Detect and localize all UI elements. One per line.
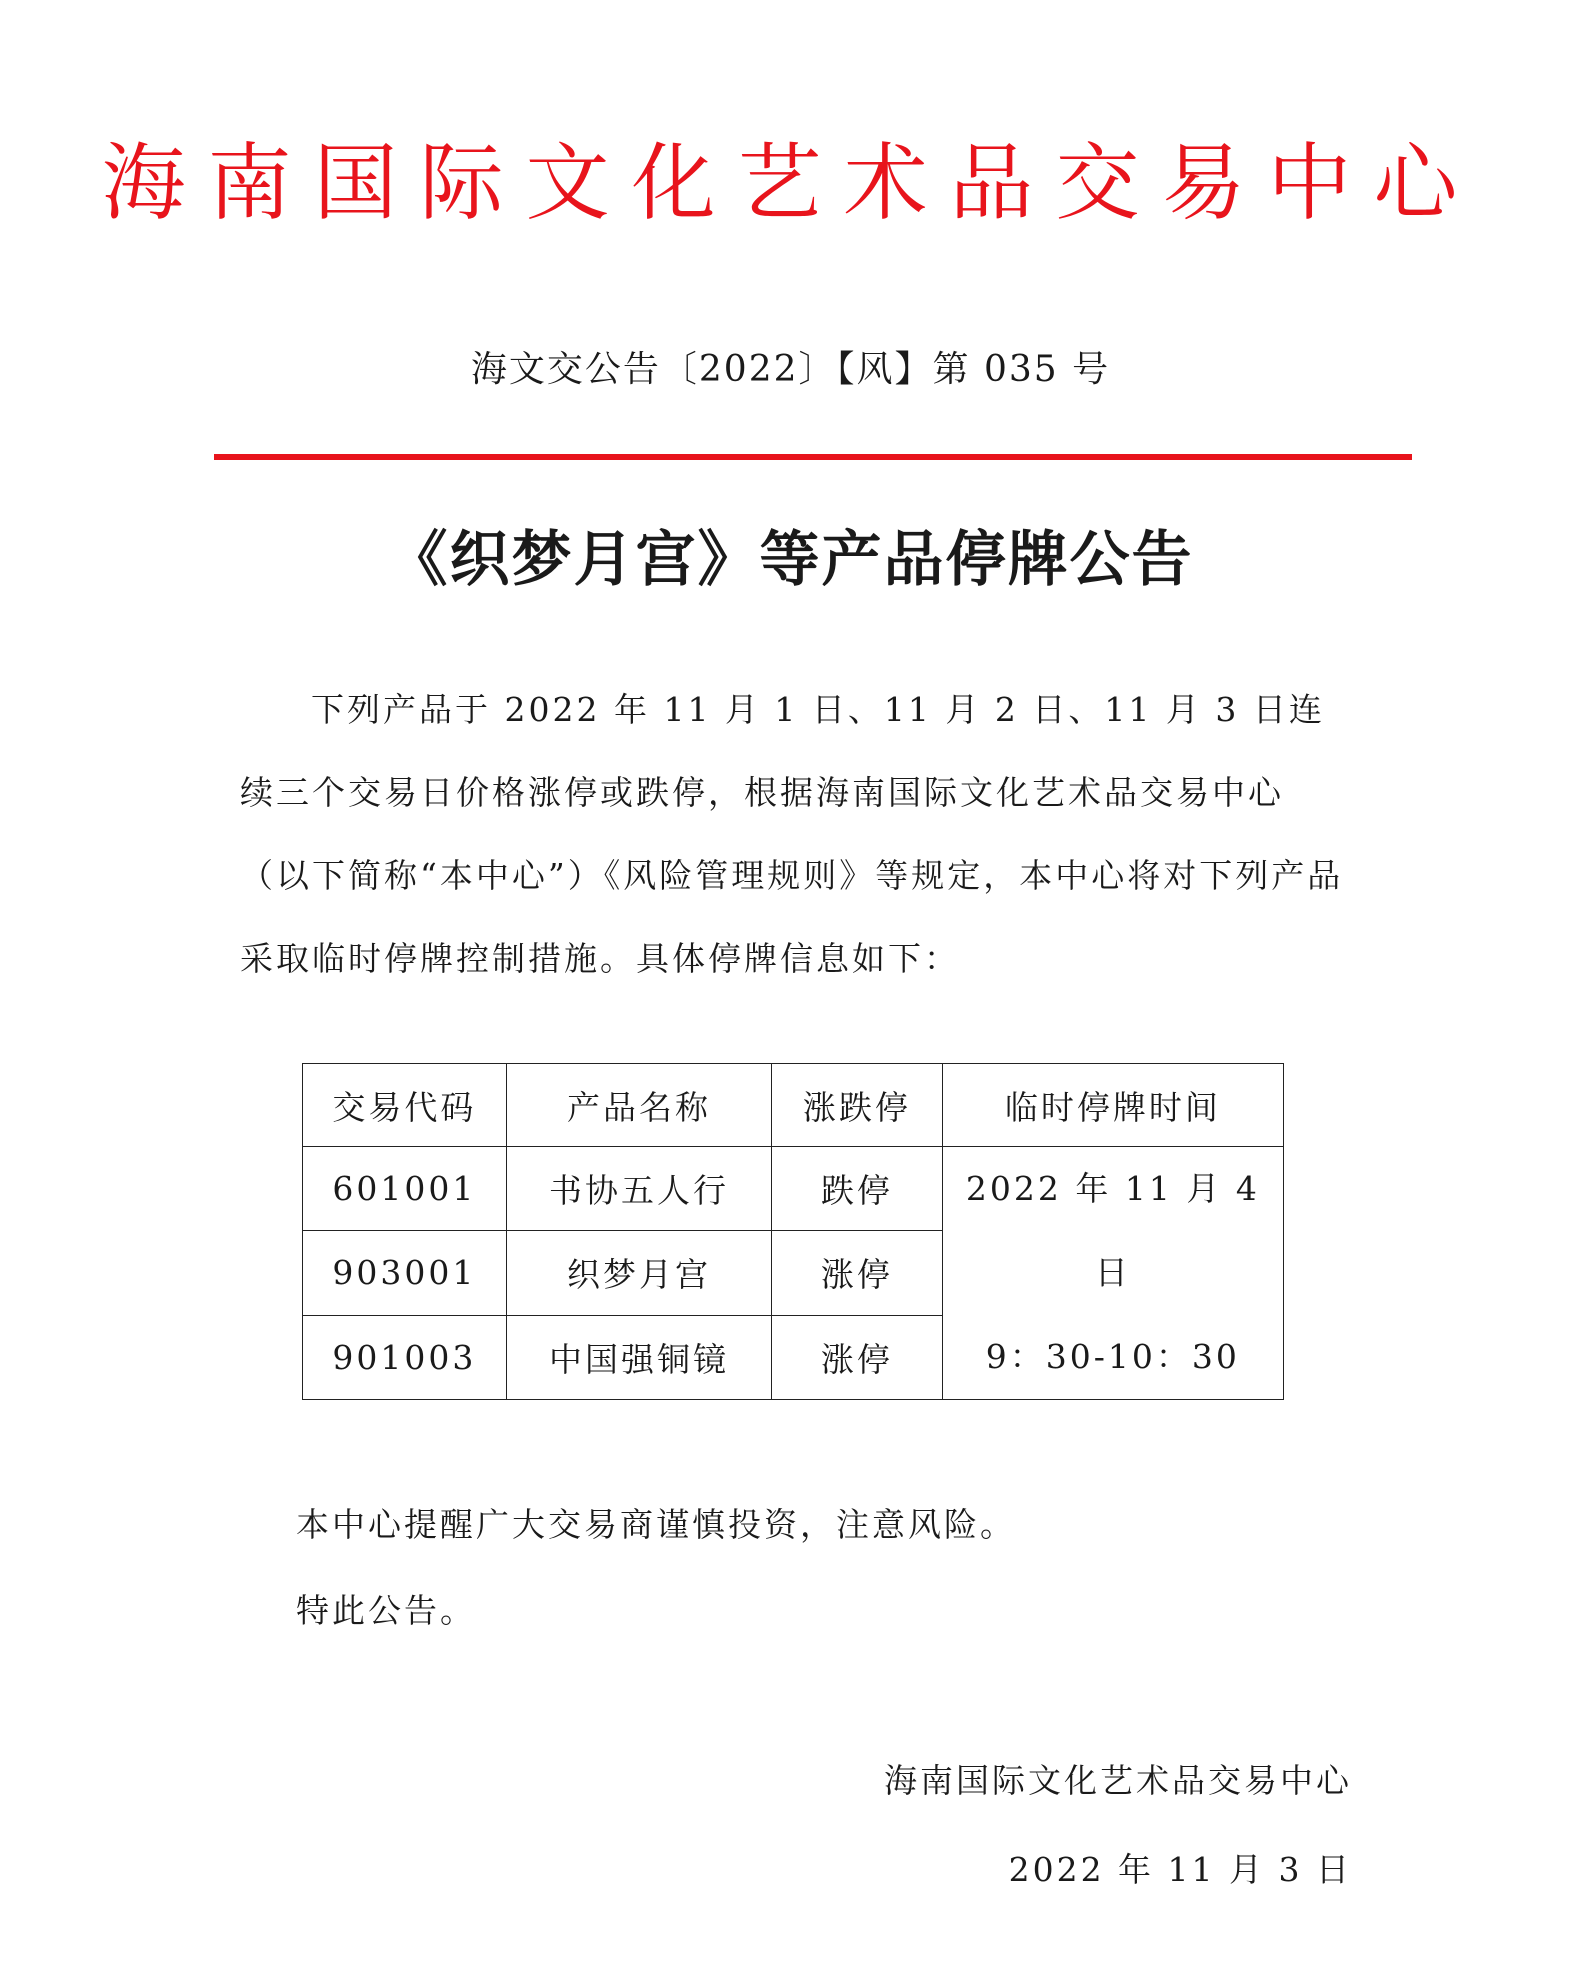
cell-product-name: 中国强铜镜 <box>506 1315 771 1399</box>
cell-price-limit: 涨停 <box>772 1231 943 1315</box>
organization-header: 海南国际文化艺术品交易中心 <box>101 134 1480 232</box>
document-title: 《织梦月宫》等产品停牌公告 <box>387 525 1194 595</box>
red-divider <box>214 454 1412 460</box>
suspension-hours: 9：30-10：30 <box>985 1337 1240 1376</box>
table-header-row <box>303 1064 1284 1147</box>
cell-suspension-time <box>942 1147 1283 1400</box>
header-price-limit: 涨跌停 <box>772 1064 943 1147</box>
suspension-table <box>302 1063 1284 1400</box>
closing-statement: 特此公告。 <box>296 1591 476 1630</box>
cell-trading-code: 601001 <box>303 1147 507 1231</box>
cell-product-name: 织梦月宫 <box>506 1231 771 1315</box>
document-number: 海文交公告〔2022〕【风】第 035 号 <box>470 349 1111 390</box>
cell-trading-code: 903001 <box>303 1231 507 1315</box>
header-trading-code: 交易代码 <box>303 1064 507 1147</box>
suspension-date: 2022 年 11 月 4 日 <box>965 1169 1260 1292</box>
cell-price-limit: 涨停 <box>772 1315 943 1399</box>
header-suspension-time: 临时停牌时间 <box>942 1064 1283 1147</box>
risk-reminder: 本中心提醒广大交易商谨慎投资，注意风险。 <box>296 1505 1016 1544</box>
cell-product-name: 书协五人行 <box>506 1147 771 1231</box>
cell-price-limit: 跌停 <box>772 1147 943 1231</box>
table-row <box>303 1147 1284 1231</box>
cell-trading-code: 901003 <box>303 1315 507 1399</box>
signature-date: 2022 年 11 月 3 日 <box>1008 1850 1352 1889</box>
body-paragraph: 下列产品于 2022 年 11 月 1 日、11 月 2 日、11 月 3 日连续三个交易日价格涨停或跌停，根据海南国际文化艺术品交易中心（以下简称“本中心”）《风险管理规则》等规定，本中心将对下列产品采取临时停牌控制措施。具体停牌信息如下： <box>240 690 1344 978</box>
signature-organization: 海南国际文化艺术品交易中心 <box>884 1761 1352 1800</box>
header-product-name: 产品名称 <box>506 1064 771 1147</box>
